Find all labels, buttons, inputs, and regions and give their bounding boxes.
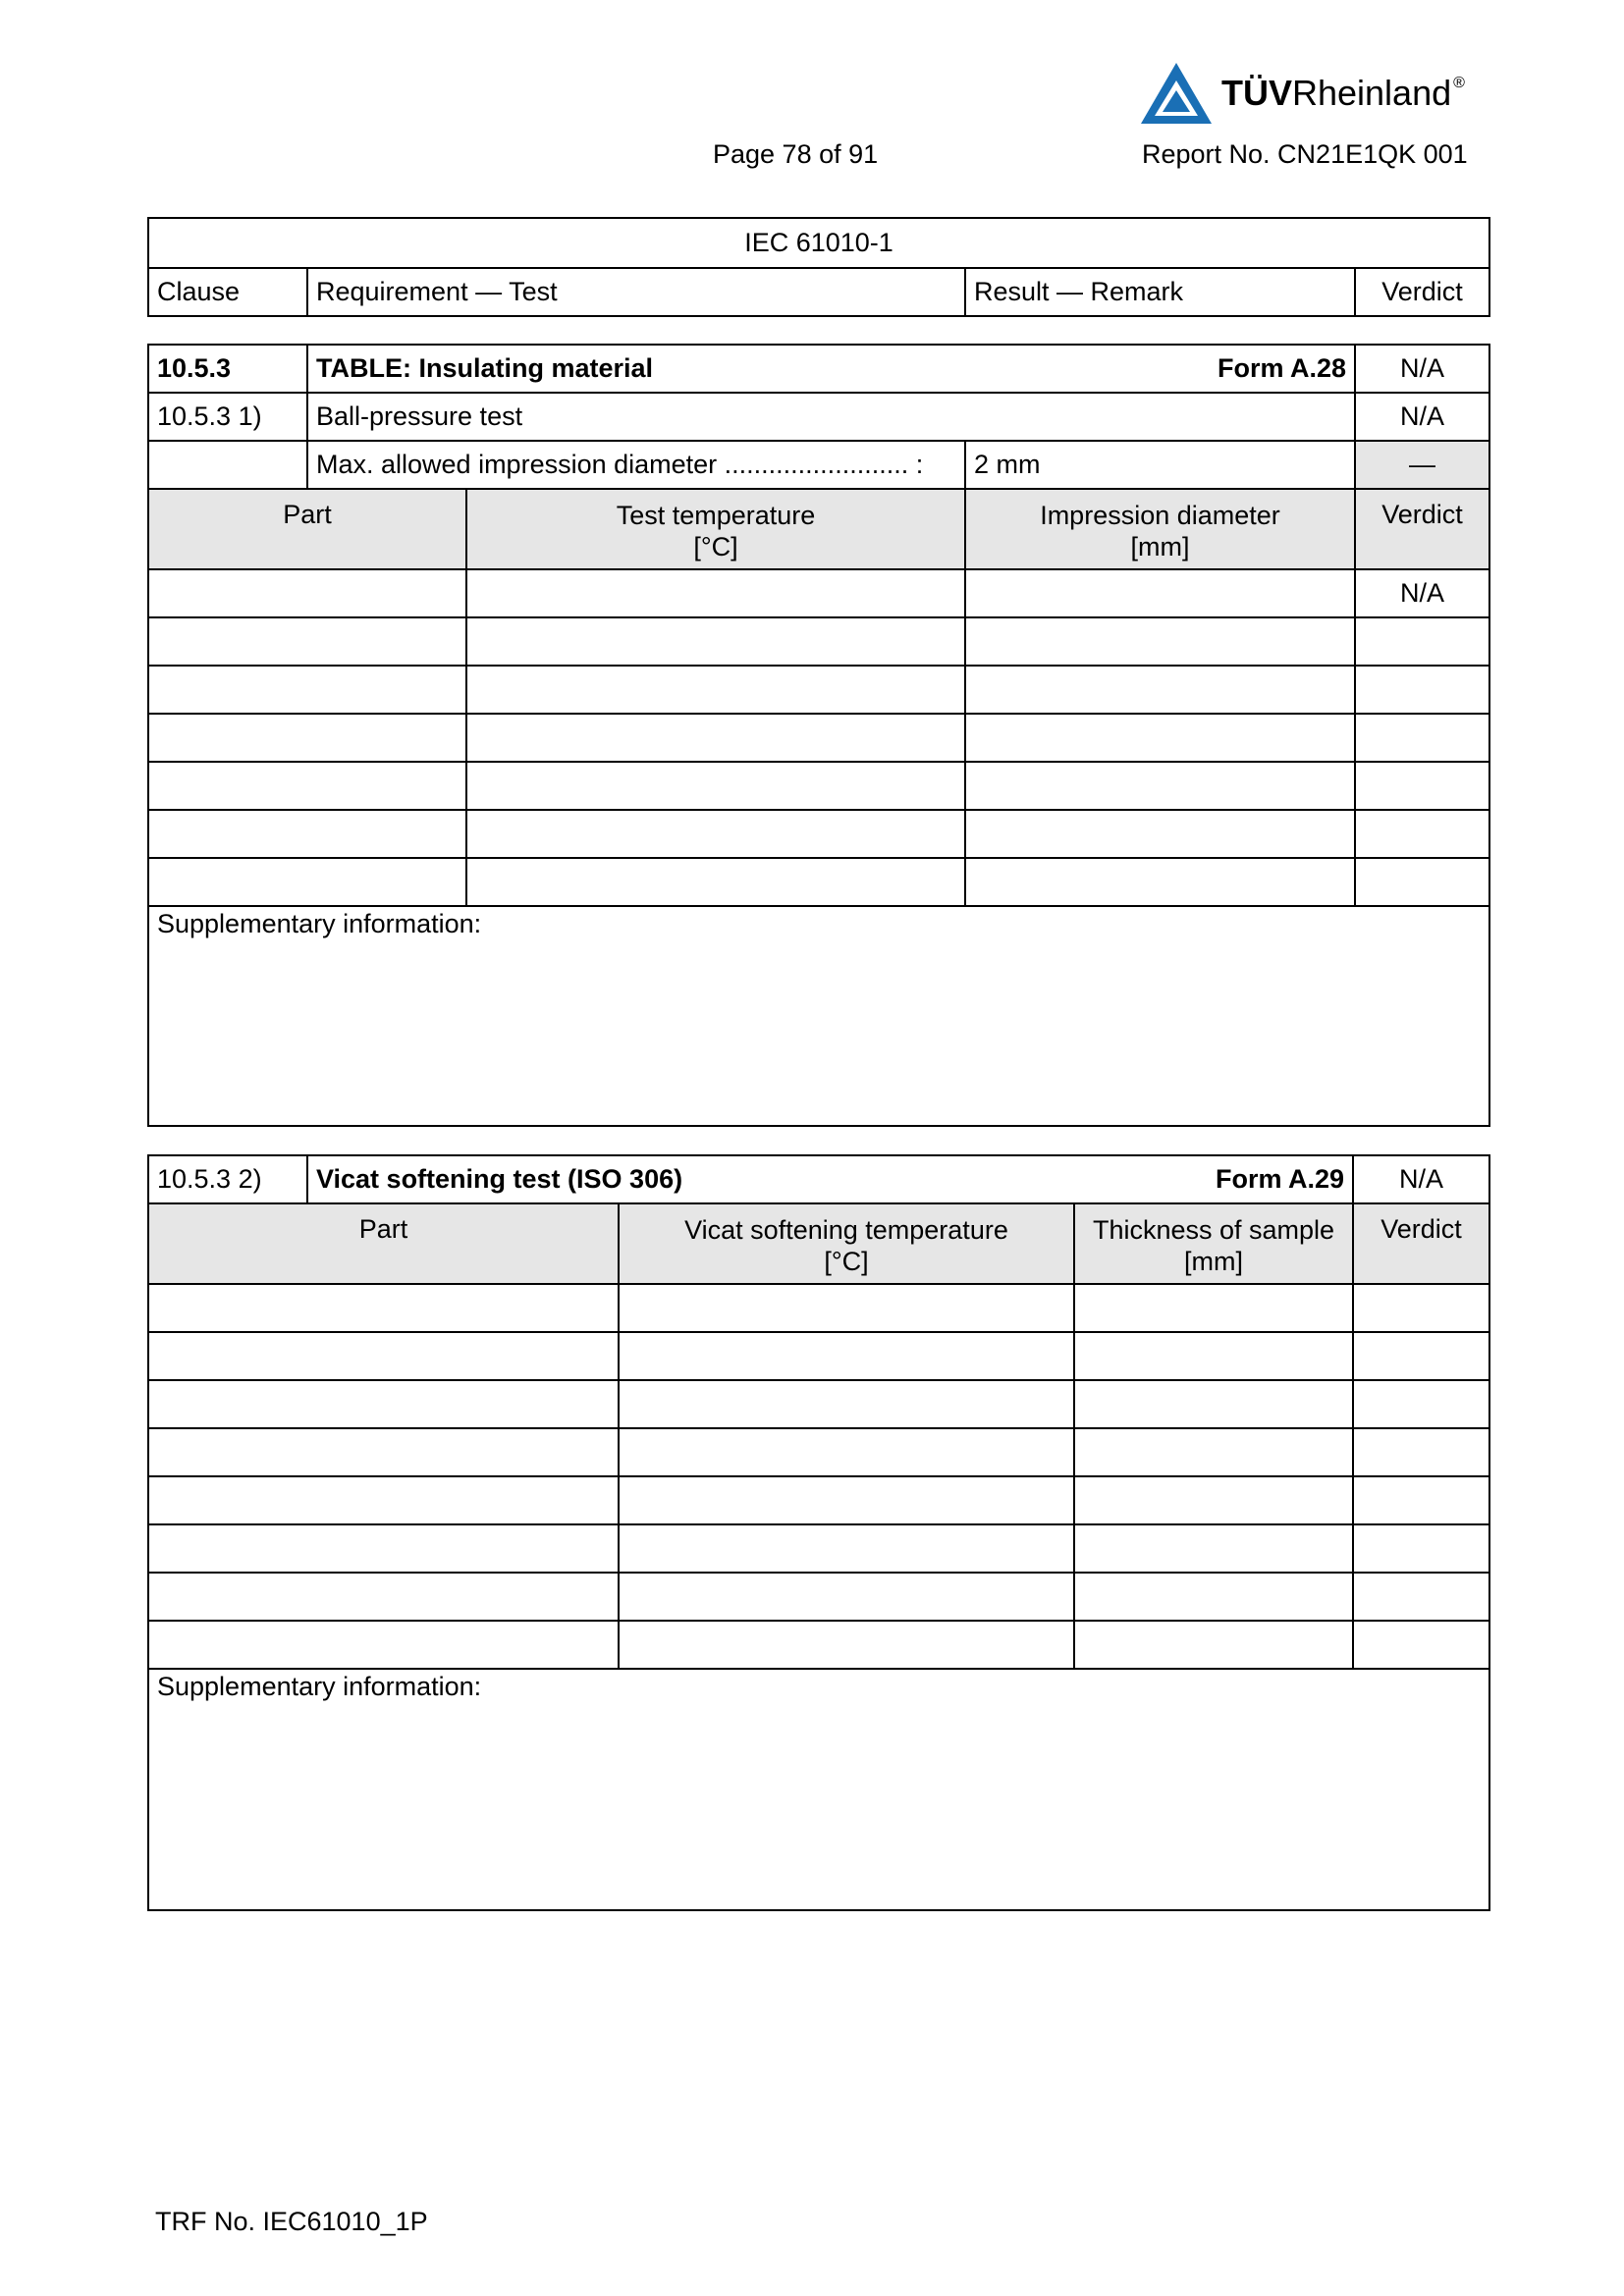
table-row — [148, 1524, 1489, 1573]
table-row — [148, 858, 1489, 906]
table-row — [148, 666, 1489, 714]
table-row — [148, 1332, 1489, 1380]
a29-form: Form A.29 — [1215, 1164, 1345, 1194]
a28-empty-clause — [148, 441, 307, 489]
vicat-softening-table — [147, 1154, 1490, 1911]
page-number: Page 78 of 91 — [713, 139, 879, 169]
col-requirement: Requirement — Test — [307, 268, 965, 316]
a28-title: TABLE: Insulating material — [316, 353, 654, 383]
a29-col-thickness: Thickness of sample [mm] — [1074, 1203, 1353, 1284]
a29-title: Vicat softening test (ISO 306) — [316, 1164, 683, 1194]
a29-title-cell — [307, 1155, 1353, 1203]
logo-wordmark: TÜVRheinland ® — [1221, 73, 1465, 113]
a28-sub-verdict: N/A — [1355, 393, 1489, 441]
table-row — [148, 810, 1489, 858]
table-row — [148, 569, 1489, 617]
a28-max-label: Max. allowed impression diameter ......................... : — [307, 441, 965, 489]
a28-row1-verdict: N/A — [1355, 569, 1489, 617]
table-row — [148, 1380, 1489, 1428]
a29-supplementary: Supplementary information: — [148, 1669, 1489, 1910]
insulating-material-table — [147, 344, 1490, 1127]
table-row — [148, 1621, 1489, 1669]
a28-title-cell — [307, 345, 1355, 393]
a28-col-verdict: Verdict — [1355, 489, 1489, 569]
a28-clause: 10.5.3 — [148, 345, 307, 393]
a29-col-verdict: Verdict — [1353, 1203, 1489, 1284]
a28-supplementary: Supplementary information: — [148, 906, 1489, 1126]
standard-header-table — [147, 217, 1490, 317]
standard-title: IEC 61010-1 — [148, 218, 1489, 268]
tuv-rheinland-logo — [1139, 61, 1483, 130]
a28-sub-title: Ball-pressure test — [307, 393, 1355, 441]
table-row — [148, 714, 1489, 762]
a28-col-part: Part — [148, 489, 466, 569]
table-row — [148, 1476, 1489, 1524]
a28-verdict: N/A — [1355, 345, 1489, 393]
report-number: Report No. CN21E1QK 001 — [1142, 139, 1468, 169]
table-row — [148, 617, 1489, 666]
a28-max-value: 2 mm — [965, 441, 1355, 489]
a29-col-part: Part — [148, 1203, 619, 1284]
a28-form: Form A.28 — [1217, 353, 1346, 383]
a28-sub-clause: 10.5.3 1) — [148, 393, 307, 441]
a28-col-diam: Impression diameter [mm] — [965, 489, 1355, 569]
col-clause: Clause — [148, 268, 307, 316]
table-row — [148, 762, 1489, 810]
a28-max-verdict: — — [1355, 441, 1489, 489]
trf-number: TRF No. IEC61010_1P — [155, 2207, 428, 2236]
col-result: Result — Remark — [965, 268, 1355, 316]
a29-verdict: N/A — [1353, 1155, 1489, 1203]
col-verdict: Verdict — [1355, 268, 1489, 316]
a28-col-temp: Test temperature [°C] — [466, 489, 965, 569]
table-row — [148, 1284, 1489, 1332]
tuv-triangle-icon — [1139, 61, 1214, 126]
a29-col-vicat: Vicat softening temperature [°C] — [619, 1203, 1074, 1284]
table-row — [148, 1573, 1489, 1621]
a29-clause: 10.5.3 2) — [148, 1155, 307, 1203]
table-row — [148, 1428, 1489, 1476]
